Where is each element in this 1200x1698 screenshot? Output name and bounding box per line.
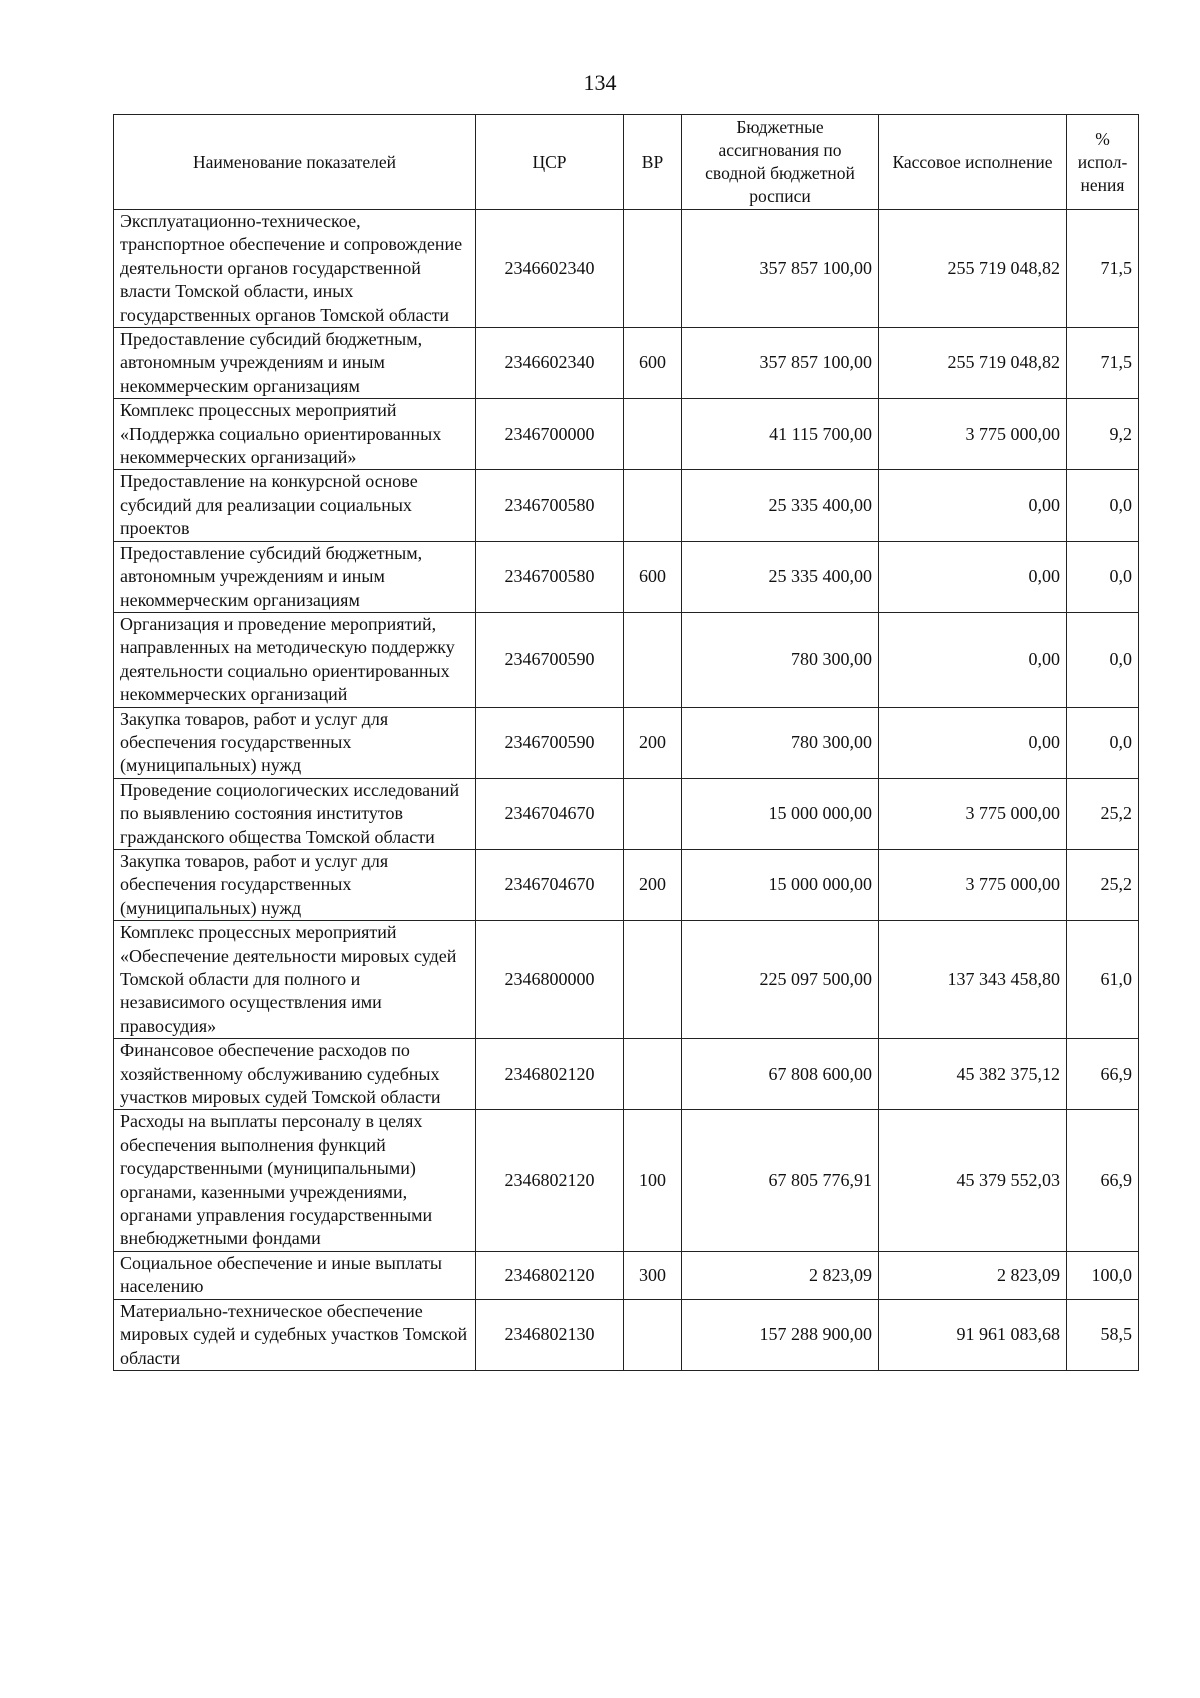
row-budget: 15 000 000,00 — [682, 778, 879, 849]
row-cash: 255 719 048,82 — [879, 328, 1067, 399]
row-budget: 15 000 000,00 — [682, 849, 879, 920]
table-row — [114, 1251, 1139, 1299]
row-name: Организация и проведение мероприятий, направленных на методическую поддержку деятельности социально ориентированных некоммерческих организаций — [114, 612, 476, 707]
row-name: Проведение социологических исследований по выявлению состояния институтов гражданского общества Томской области — [114, 778, 476, 849]
row-budget: 225 097 500,00 — [682, 921, 879, 1039]
row-cash: 0,00 — [879, 541, 1067, 612]
row-csr: 2346700000 — [476, 399, 624, 470]
row-cash: 2 823,09 — [879, 1251, 1067, 1299]
row-csr: 2346802120 — [476, 1110, 624, 1251]
row-percent: 0,0 — [1067, 707, 1139, 778]
row-percent: 71,5 — [1067, 210, 1139, 328]
row-percent: 25,2 — [1067, 849, 1139, 920]
table-row — [114, 541, 1139, 612]
row-budget: 2 823,09 — [682, 1251, 879, 1299]
row-csr: 2346700580 — [476, 541, 624, 612]
row-name: Эксплуатационно-техническое, транспортное обеспечение и сопровождение деятельности органов государственной власти Томской области, иных государственных органов Томской области — [114, 210, 476, 328]
row-name: Предоставление субсидий бюджетным, автономным учреждениям и иным некоммерческим организациям — [114, 328, 476, 399]
row-percent: 0,0 — [1067, 541, 1139, 612]
row-percent: 25,2 — [1067, 778, 1139, 849]
row-name: Материально-техническое обеспечение мировых судей и судебных участков Томской области — [114, 1299, 476, 1370]
row-budget: 357 857 100,00 — [682, 328, 879, 399]
header-budget: Бюджетные ассигнования по сводной бюджетной росписи — [682, 115, 879, 210]
row-cash: 0,00 — [879, 612, 1067, 707]
table-row — [114, 778, 1139, 849]
row-csr: 2346700580 — [476, 470, 624, 541]
row-vr — [624, 470, 682, 541]
row-csr: 2346802120 — [476, 1251, 624, 1299]
row-vr: 100 — [624, 1110, 682, 1251]
row-csr: 2346700590 — [476, 612, 624, 707]
row-budget: 357 857 100,00 — [682, 210, 879, 328]
row-budget: 25 335 400,00 — [682, 541, 879, 612]
row-csr: 2346602340 — [476, 210, 624, 328]
row-cash: 45 379 552,03 — [879, 1110, 1067, 1251]
row-vr — [624, 1299, 682, 1370]
row-csr: 2346802130 — [476, 1299, 624, 1370]
table-header-row — [114, 115, 1139, 210]
row-name: Расходы на выплаты персоналу в целях обеспечения выполнения функций государственными (муниципальными) органами, казенными учреждениями, органами управления государственными внебюджетными фондами — [114, 1110, 476, 1251]
row-budget: 67 808 600,00 — [682, 1039, 879, 1110]
row-csr: 2346802120 — [476, 1039, 624, 1110]
row-cash: 3 775 000,00 — [879, 778, 1067, 849]
row-name: Комплекс процессных мероприятий «Поддержка социально ориентированных некоммерческих организаций» — [114, 399, 476, 470]
row-budget: 25 335 400,00 — [682, 470, 879, 541]
page-number: 134 — [583, 70, 617, 95]
row-percent: 61,0 — [1067, 921, 1139, 1039]
row-percent: 0,0 — [1067, 612, 1139, 707]
row-name: Закупка товаров, работ и услуг для обеспечения государственных (муниципальных) нужд — [114, 707, 476, 778]
row-name: Финансовое обеспечение расходов по хозяйственному обслуживанию судебных участков мировых судей Томской области — [114, 1039, 476, 1110]
table-row — [114, 1039, 1139, 1110]
row-budget: 780 300,00 — [682, 612, 879, 707]
row-csr: 2346704670 — [476, 849, 624, 920]
table-row — [114, 1299, 1139, 1370]
row-percent: 0,0 — [1067, 470, 1139, 541]
row-csr: 2346704670 — [476, 778, 624, 849]
table-row — [114, 470, 1139, 541]
row-name: Комплекс процессных мероприятий «Обеспечение деятельности мировых судей Томской области для полного и независимого осуществления ими правосудия» — [114, 921, 476, 1039]
row-vr — [624, 612, 682, 707]
row-csr: 2346602340 — [476, 328, 624, 399]
row-percent: 100,0 — [1067, 1251, 1139, 1299]
row-cash: 0,00 — [879, 470, 1067, 541]
header-cash: Кассовое исполнение — [879, 115, 1067, 210]
table-row — [114, 1110, 1139, 1251]
row-cash: 45 382 375,12 — [879, 1039, 1067, 1110]
row-cash: 91 961 083,68 — [879, 1299, 1067, 1370]
row-percent: 58,5 — [1067, 1299, 1139, 1370]
header-percent: % испол-нения — [1067, 115, 1139, 210]
row-vr: 600 — [624, 541, 682, 612]
row-cash: 3 775 000,00 — [879, 399, 1067, 470]
row-vr — [624, 921, 682, 1039]
row-vr — [624, 778, 682, 849]
table-row — [114, 849, 1139, 920]
row-vr: 600 — [624, 328, 682, 399]
header-csr: ЦСР — [476, 115, 624, 210]
table-row — [114, 921, 1139, 1039]
row-vr — [624, 1039, 682, 1110]
row-csr: 2346700590 — [476, 707, 624, 778]
table-row — [114, 210, 1139, 328]
row-percent: 66,9 — [1067, 1039, 1139, 1110]
row-percent: 71,5 — [1067, 328, 1139, 399]
row-cash: 0,00 — [879, 707, 1067, 778]
row-name: Социальное обеспечение и иные выплаты населению — [114, 1251, 476, 1299]
table-row — [114, 328, 1139, 399]
table-row — [114, 612, 1139, 707]
row-vr — [624, 399, 682, 470]
row-vr: 200 — [624, 849, 682, 920]
table-row — [114, 399, 1139, 470]
row-cash: 137 343 458,80 — [879, 921, 1067, 1039]
table-row — [114, 707, 1139, 778]
header-name: Наименование показателей — [114, 115, 476, 210]
row-cash: 3 775 000,00 — [879, 849, 1067, 920]
row-csr: 2346800000 — [476, 921, 624, 1039]
row-vr: 200 — [624, 707, 682, 778]
row-vr: 300 — [624, 1251, 682, 1299]
row-name: Предоставление субсидий бюджетным, автономным учреждениям и иным некоммерческим организациям — [114, 541, 476, 612]
row-percent: 66,9 — [1067, 1110, 1139, 1251]
row-budget: 67 805 776,91 — [682, 1110, 879, 1251]
row-name: Закупка товаров, работ и услуг для обеспечения государственных (муниципальных) нужд — [114, 849, 476, 920]
header-vr: ВР — [624, 115, 682, 210]
budget-execution-table — [113, 114, 1139, 1371]
row-budget: 157 288 900,00 — [682, 1299, 879, 1370]
row-name: Предоставление на конкурсной основе субсидий для реализации социальных проектов — [114, 470, 476, 541]
row-vr — [624, 210, 682, 328]
row-budget: 780 300,00 — [682, 707, 879, 778]
row-budget: 41 115 700,00 — [682, 399, 879, 470]
row-cash: 255 719 048,82 — [879, 210, 1067, 328]
row-percent: 9,2 — [1067, 399, 1139, 470]
